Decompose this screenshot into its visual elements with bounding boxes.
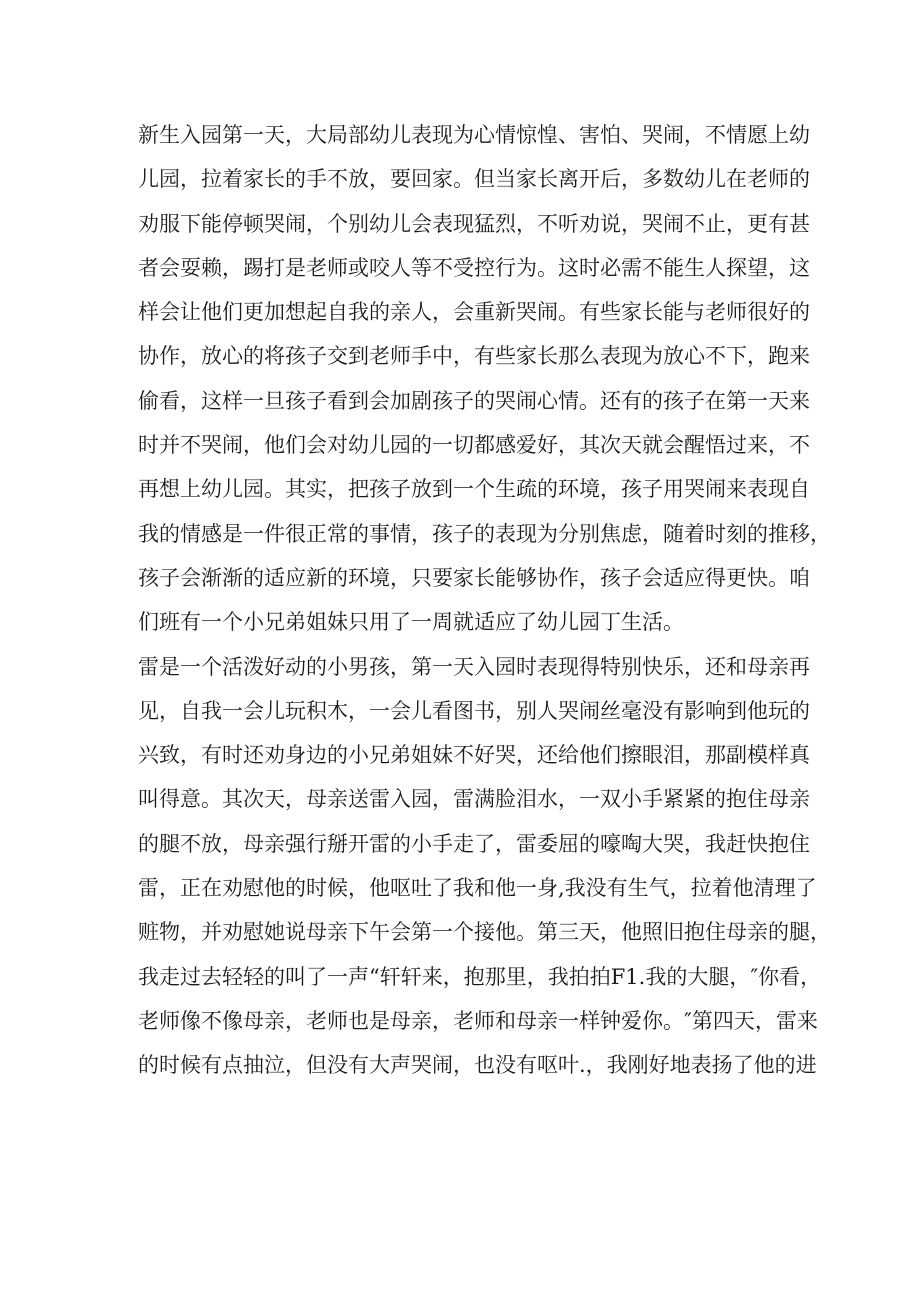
text-line: 雷，正在劝慰他的时候，他呕吐了我和他一身,我没有生气，拉着他清理了 [138,876,817,901]
text-line: 劝服下能停顿哭闹，个别幼儿会表现猛烈，不听劝说，哭闹不止，更有甚 [138,211,810,236]
text-line: 样会让他们更加想起自我的亲人，会重新哭闹。有些家长能与老师很好的 [138,300,810,325]
text-line: 再想上幼儿园。其实，把孩子放到一个生疏的环境，孩子用哭闹来表现自 [138,477,810,502]
paragraph-2 [138,645,831,1088]
text-line: 协作，放心的将孩子交到老师手中，有些家长那么表现为放心不下，跑来 [138,344,810,369]
text-line: 们班有一个小兄弟姐妹只用了一周就适应了幼儿园丁生活。 [138,610,684,635]
text-line: 的腿不放，母亲强行掰开雷的小手走了，雷委屈的嚎啕大哭，我赶快抱住 [138,831,810,856]
text-line: 老师像不像母亲，老师也是母亲，老师和母亲一样钟爱你。″第四天，雷来 [138,1008,818,1033]
text-line: 叫得意。其次天，母亲送雷入园，雷满脸泪水，一双小手紧紧的抱住母亲 [138,787,810,812]
text-line: 见，自我一会儿玩积木，一会儿看图书，别人哭闹丝毫没有影响到他玩的 [138,698,810,723]
text-line: 偷看，这样一旦孩子看到会加剧孩子的哭闹心情。还有的孩子在第一天来 [138,388,810,413]
text-line: 的时候有点抽泣，但没有大声哭闹，也没有呕叶.，我刚好地表扬了他的进 [138,1053,817,1078]
text-line: 我走过去轻轻的叫了一声“轩轩来，抱那里，我拍拍F1.我的大腿，″你看， [138,964,822,989]
text-line: 赃物，并劝慰她说母亲下午会第一个接他。第三天，他照旧抱住母亲的腿， [138,920,831,945]
text-line: 孩子会渐渐的适应新的环境，只要家长能够协作，孩子会适应得更快。咱 [138,565,810,590]
text-line: 儿园，拉着家长的手不放，要回家。但当家长离开后，多数幼儿在老师的 [138,167,810,192]
text-line: 兴致，有时还劝身边的小兄弟姐妹不好哭，还给他们擦眼泪，那副模样真 [138,743,810,768]
text-line: 我的情感是一件很正常的事情，孩子的表现为分别焦虑，随着时刻的推移， [138,521,831,546]
text-line: 雷是一个活泼好动的小男孩，第一天入园时表现得特别快乐，还和母亲再 [138,654,810,679]
paragraph-1 [138,113,831,645]
text-line: 者会耍赖，踢打是老师或咬人等不受控行为。这时必需不能生人探望，这 [138,255,810,280]
document-body [138,113,831,1088]
text-line: 新生入园第一天，大局部幼儿表现为心情惊惶、害怕、哭闹，不情愿上幼 [138,123,810,147]
text-line: 时并不哭闹，他们会对幼儿园的一切都感爱好，其次天就会醒悟过来，不 [138,433,810,458]
